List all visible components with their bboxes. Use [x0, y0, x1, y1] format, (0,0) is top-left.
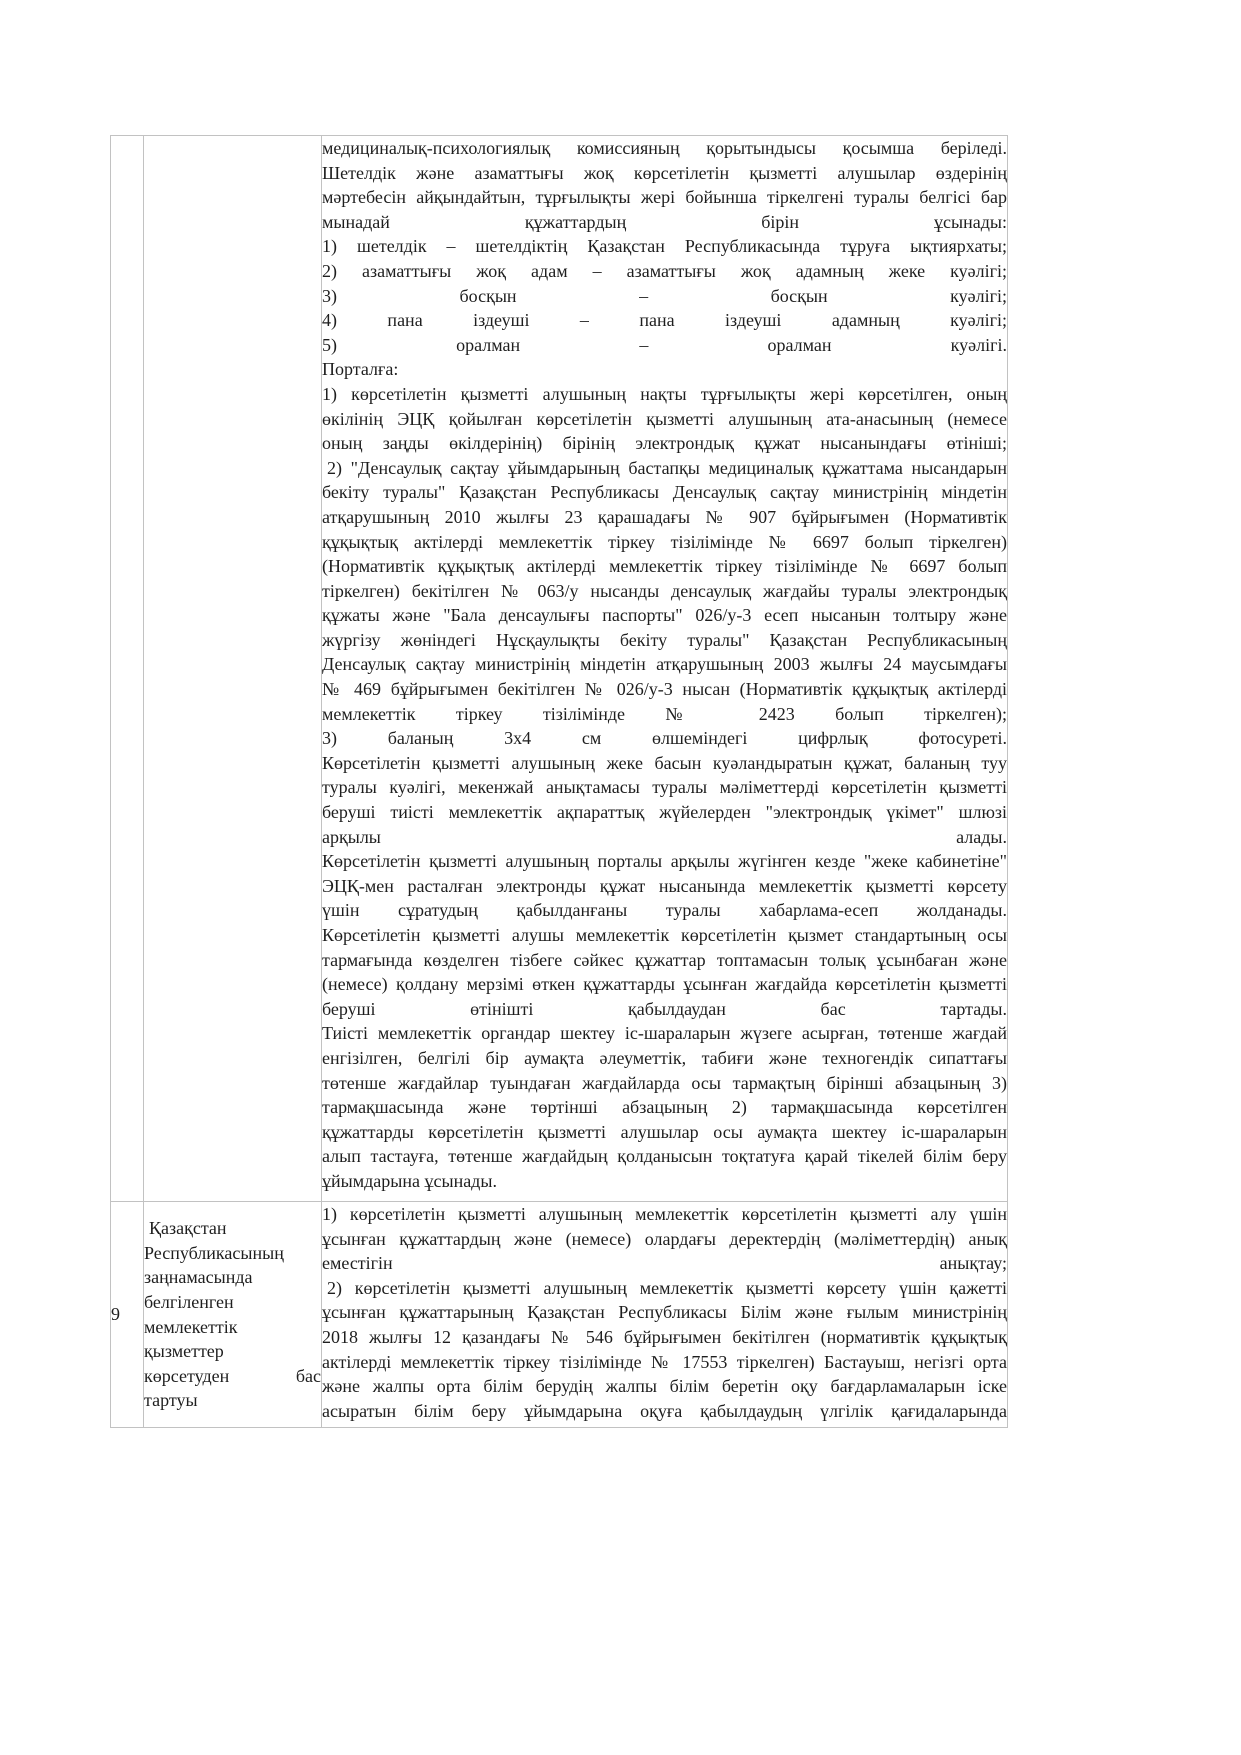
- content-line: мемлекеттік тіркеу тізілімінде № 2423 болып тіркелген);: [322, 703, 1007, 724]
- content-line: 2) көрсетілетін қызметті алушының мемлекеттік қызметті көрсету үшін қажетті: [327, 1277, 1007, 1298]
- content-line: Порталға:: [322, 359, 399, 380]
- content-line: тармақшасында және төртінші абзацының 2) тармақшасында көрсетілген: [322, 1097, 1007, 1118]
- content-line: Көрсетілетін қызметті алушы мемлекеттік көрсетілетін қызмет стандартының осы: [322, 925, 1007, 945]
- title-line: тартуы: [144, 1390, 198, 1411]
- content-line: № 469 бұйрығымен бекітілген № 026/у-3 нысан (Нормативтік құқықтық актілерді: [322, 679, 1007, 700]
- table-row: [111, 1202, 1008, 1428]
- content-line: бекіту туралы" Қазақстан Республикасы Денсаулық сақтау министрінің міндетін: [322, 482, 1007, 503]
- content-line: жүргізу жөніндегі Нұсқаулықты бекіту туралы" Қазақстан Республикасының: [322, 629, 1007, 650]
- content-line: еместігін анықтау;: [322, 1253, 1007, 1274]
- content-line: төтенше жағдайлар туындаған жағдайларда осы тармақтың бірінші абзацының 3): [322, 1072, 1007, 1093]
- content-line: және жалпы орта білім берудің жалпы білім беретін оқу бағдарламаларын іске: [322, 1376, 1007, 1397]
- content-line: ұйымдарына ұсынады.: [322, 1170, 497, 1191]
- content-line: беруші тиісті мемлекеттік ақпараттық жүйелерден "электрондық үкімет" шлюзі: [322, 802, 1007, 823]
- content-line: 3) босқын – босқын куәлігі;: [322, 285, 1007, 306]
- content-line: Көрсетілетін қызметті алушының жеке басын куәландыратын құжат, баланың туу: [322, 752, 1007, 773]
- service-title-cell: [144, 1202, 322, 1428]
- table-row: [111, 136, 1008, 1202]
- content-line: 4) пана іздеуші – пана іздеуші адамның куәлігі;: [322, 310, 1007, 331]
- content-line: енгізілген, белгілі бір аумақта әлеуметтік, табиғи және техногендік сипаттағы: [322, 1047, 1007, 1068]
- content-line: мәртебесін айқындайтын, тұрғылықты жері бойынша тіркелгені туралы белгісі бар: [322, 187, 1007, 208]
- content-line: ұсынған құжаттарының Қазақстан Республикасы Білім және ғылым министрінің: [322, 1302, 1007, 1323]
- content-line: арқылы алады.: [322, 826, 1007, 847]
- content-line: тармағында көзделген тізбеге сәйкес құжаттар топтамасын толық ұсынбаған және: [322, 949, 1007, 970]
- content-line: атқарушының 2010 жылғы 23 қарашадағы № 907 бұйрығымен (Нормативтік: [322, 506, 1007, 527]
- content-line: тіркелген) бекітілген № 063/у нысанды денсаулық жағдайы туралы электрондық: [322, 580, 1007, 601]
- content-line: құжаты және "Бала денсаулығы паспорты" 026/у-3 есеп нысанын толтыру және: [322, 605, 1007, 626]
- title-line: көрсетуден бас: [144, 1365, 321, 1386]
- content-line: (Нормативтік құқықтық актілерді мемлекеттік тіркеу тізілімінде № 6697 болып: [322, 556, 1007, 577]
- content-line: ұсынған құжаттардың және (немесе) олардағы деректердің (мәліметтердің) анық: [322, 1228, 1007, 1249]
- content-line: Денсаулық сақтау министрінің міндетін атқарушының 2003 жылғы 24 маусымдағы: [322, 654, 1007, 675]
- service-title-cell: [144, 136, 322, 1202]
- content-line: оның заңды өкілдерінің) бірінің электрондық құжат нысанындағы өтініші;: [322, 433, 1007, 454]
- service-content-cell: [322, 136, 1008, 1202]
- title-line: заңнамасында: [144, 1267, 253, 1288]
- row-number-cell: [111, 1202, 144, 1428]
- title-line: Қазақстан: [149, 1218, 227, 1239]
- content-line: 1) көрсетілетін қызметті алушының нақты тұрғылықты жері көрсетілген, оның: [322, 383, 1007, 404]
- content-line: 1) көрсетілетін қызметті алушының мемлекеттік көрсетілетін қызметті алу үшін: [322, 1204, 1007, 1224]
- content-line: медициналық-психологиялық комиссияның қорытындысы қосымша беріледі.: [322, 138, 1007, 158]
- content-line: туралы куәлігі, мекенжай анықтамасы туралы мәліметтерді көрсетілетін қызметті: [322, 777, 1007, 798]
- content-line: беруші өтінішті қабылдаудан бас тартады.: [322, 998, 1007, 1019]
- content-line: асыратын білім беру ұйымдарына оқуға қабылдаудың үлгілік қағидаларында: [322, 1400, 1007, 1421]
- content-line: (немесе) қолдану мерзімі өткен құжаттарды ұсынған жағдайда көрсетілетін қызметті: [322, 974, 1007, 995]
- title-line: қызметтер: [144, 1341, 224, 1362]
- row-number: 9: [111, 1304, 120, 1325]
- content-line: 3) баланың 3х4 см өлшеміндегі цифрлық фотосуреті.: [322, 728, 1007, 749]
- service-content-cell: [322, 1202, 1008, 1428]
- content-line: өкілінің ЭЦҚ қойылған көрсетілетін қызметті алушының ата-анасының (немесе: [322, 408, 1007, 429]
- content-line: ЭЦҚ-мен расталған электронды құжат нысанында мемлекеттік қызметті көрсету: [322, 875, 1007, 896]
- content-line: Шетелдік және азаматтығы жоқ көрсетілетін қызметті алушылар өздерінің: [322, 162, 1007, 183]
- row-number-cell: [111, 136, 144, 1202]
- title-line: мемлекеттік: [144, 1316, 238, 1337]
- title-line: Республикасының: [144, 1242, 284, 1263]
- content-line: үшін сұратудың қабылданғаны туралы хабарлама-есеп жолданады.: [322, 900, 1007, 921]
- content-line: Көрсетілетін қызметті алушының порталы арқылы жүгінген кезде "жеке кабинетіне": [322, 851, 1007, 872]
- content-line: құқықтық актілерді мемлекеттік тіркеу тізілімінде № 6697 болып тіркелген): [322, 531, 1007, 552]
- title-line: белгіленген: [144, 1291, 234, 1312]
- document-table: [110, 135, 1008, 1428]
- content-line: мынадай құжаттардың бірін ұсынады:: [322, 211, 1007, 232]
- content-line: құжаттарды көрсетілетін қызметті алушылар осы аумақта шектеу іс-шараларын: [322, 1121, 1007, 1142]
- content-line: 2) азаматтығы жоқ адам – азаматтығы жоқ адамның жеке куәлігі;: [322, 260, 1007, 281]
- content-line: актілерді мемлекеттік тіркеу тізілімінде № 17553 тіркелген) Бастауыш, негізгі орта: [322, 1351, 1007, 1372]
- content-line: 2) "Денсаулық сақтау ұйымдарының бастапқы медициналық құжаттама нысандарын: [327, 457, 1007, 478]
- content-line: алып тастауға, төтенше жағдайдың қолданысын тоқтатуға қарай тікелей білім беру: [322, 1146, 1007, 1167]
- content-line: 1) шетелдік – шетелдіктің Қазақстан Республикасында тұруға ықтиярхаты;: [322, 236, 1007, 257]
- content-line: Тиісті мемлекеттік органдар шектеу іс-шараларын жүзеге асырған, төтенше жағдай: [322, 1023, 1007, 1044]
- content-line: 2018 жылғы 12 қазандағы № 546 бұйрығымен бекітілген (нормативтік құқықтық: [322, 1326, 1007, 1347]
- content-line: 5) оралман – оралман куәлігі.: [322, 334, 1007, 355]
